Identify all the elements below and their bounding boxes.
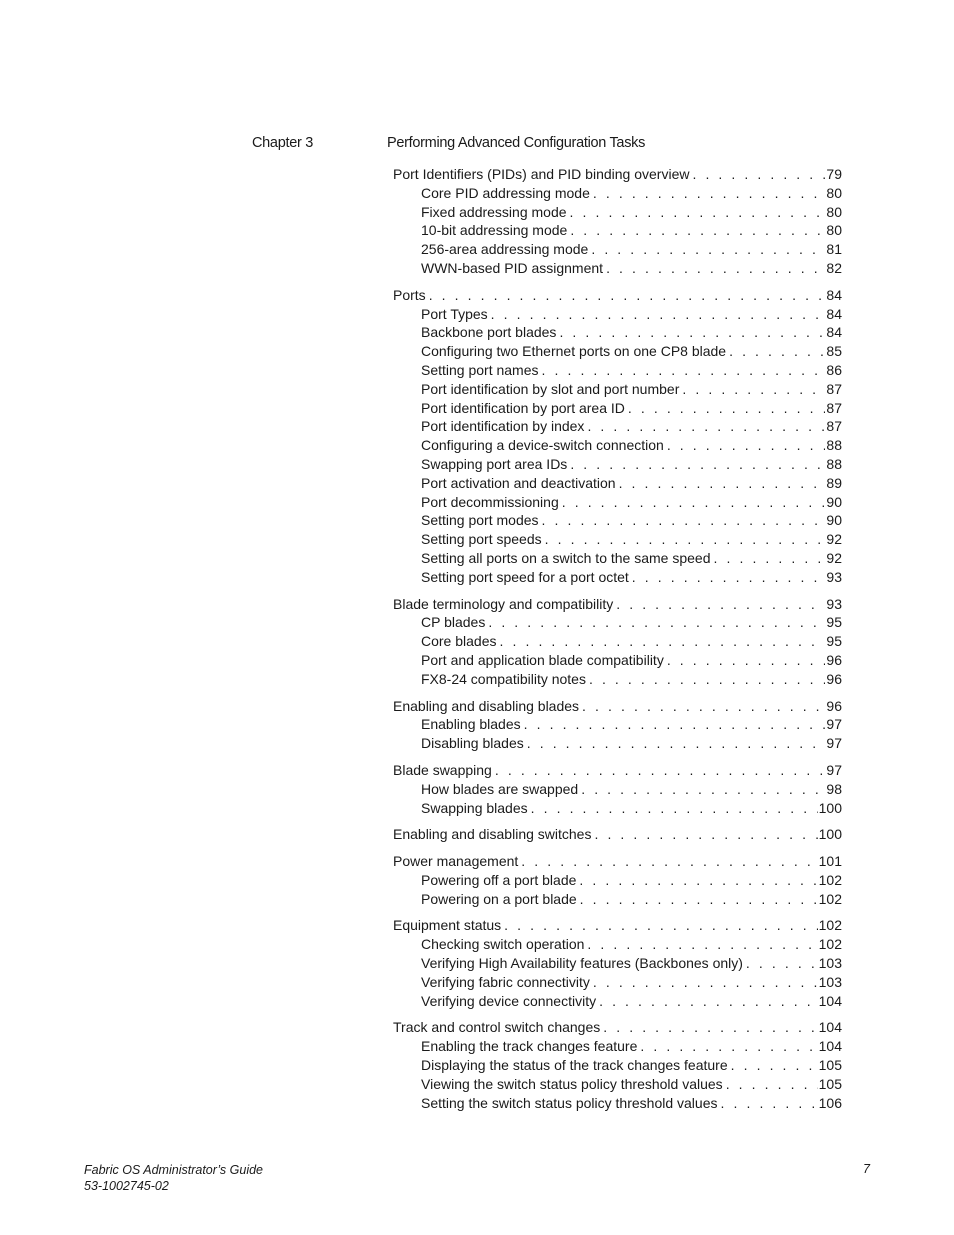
toc-entry-title: Port activation and deactivation — [421, 474, 616, 491]
toc-page-number: 80 — [826, 222, 842, 239]
toc-page-number: 88 — [826, 455, 842, 472]
toc-page-number: 105 — [818, 1057, 842, 1074]
toc-subentry[interactable] — [393, 361, 842, 380]
chapter-label: Chapter 3 — [252, 135, 313, 151]
toc-entry-title: Ports — [393, 286, 426, 303]
toc-entry-title: CP blades — [421, 614, 486, 631]
toc-page-number: 87 — [826, 380, 842, 397]
toc-page-number: 105 — [818, 1075, 842, 1092]
toc-dot-leader — [587, 417, 825, 436]
toc-group — [393, 916, 842, 1010]
toc-entry-title: Configuring a device-switch connection — [421, 437, 664, 454]
toc-dot-leader — [579, 871, 817, 890]
toc-entry-title: Backbone port blades — [421, 324, 557, 341]
toc-entry-title: Enabling and disabling switches — [393, 826, 592, 843]
toc-page-number: 96 — [826, 651, 842, 668]
toc-dot-leader — [591, 240, 825, 259]
toc-entry[interactable] — [393, 286, 842, 305]
toc-page-number: 106 — [818, 1094, 842, 1111]
toc-page-number: 90 — [826, 512, 842, 529]
toc-subentry[interactable] — [393, 511, 842, 530]
toc-entry-title: Swapping blades — [421, 799, 528, 816]
toc-dot-leader — [606, 259, 825, 278]
toc-group — [393, 286, 842, 587]
toc-subentry[interactable] — [393, 380, 842, 399]
toc-dot-leader — [429, 286, 826, 305]
toc-page-number: 80 — [826, 184, 842, 201]
toc-dot-leader — [628, 399, 826, 418]
toc-entry-title: Enabling the track changes feature — [421, 1038, 638, 1055]
toc-subentry[interactable] — [393, 474, 842, 493]
toc-dot-leader — [581, 780, 825, 799]
toc-entry-title: Setting port speed for a port octet — [421, 568, 629, 585]
toc-subentry[interactable] — [393, 342, 842, 361]
toc-entry-title: Configuring two Ethernet ports on one CP8 blade — [421, 343, 727, 360]
toc-dot-leader — [542, 511, 826, 530]
toc-entry-title: Setting the switch status policy threshold values — [421, 1094, 718, 1111]
toc-entry-title: Port identification by port area ID — [421, 399, 625, 416]
toc-subentry[interactable] — [393, 1037, 842, 1056]
toc-group — [393, 1018, 842, 1112]
toc-entry-title: Core PID addressing mode — [421, 184, 590, 201]
toc-dot-leader — [524, 715, 826, 734]
toc-entry[interactable] — [393, 165, 842, 184]
footer-book-title: Fabric OS Administrator’s Guide — [84, 1163, 263, 1177]
toc-dot-leader — [500, 632, 826, 651]
toc-dot-leader — [587, 935, 817, 954]
toc-page-number: 79 — [826, 166, 842, 182]
toc-entry-title: Port identification by index — [421, 418, 585, 435]
toc-dot-leader — [729, 342, 825, 361]
toc-subentry[interactable] — [393, 399, 842, 418]
toc-dot-leader — [746, 954, 818, 973]
toc-page-number: 86 — [826, 361, 842, 378]
toc-dot-leader — [714, 549, 826, 568]
toc-page-number: 95 — [826, 614, 842, 631]
toc-subentry[interactable] — [393, 992, 842, 1011]
toc-page-number: 95 — [826, 633, 842, 650]
toc-entry[interactable] — [393, 916, 842, 935]
toc-group — [393, 697, 842, 753]
toc-page-number: 102 — [818, 871, 842, 888]
toc-entry-title: 256-area addressing mode — [421, 241, 589, 258]
toc-subentry[interactable] — [393, 954, 842, 973]
toc-subentry[interactable] — [393, 651, 842, 670]
toc-dot-leader — [593, 184, 826, 203]
toc-page-number: 93 — [826, 568, 842, 585]
toc-entry-title: Setting all ports on a switch to the same speed — [421, 549, 711, 566]
toc-subentry[interactable] — [393, 1094, 842, 1113]
toc-entry-title: How blades are swapped — [421, 780, 579, 797]
toc-page-number: 104 — [818, 1038, 842, 1055]
toc-page-number: 84 — [826, 324, 842, 341]
toc-subentry[interactable] — [393, 890, 842, 909]
toc-page-number: 84 — [826, 305, 842, 322]
toc-dot-leader — [589, 670, 825, 689]
chapter-title: Performing Advanced Configuration Tasks — [387, 135, 646, 151]
toc-subentry[interactable] — [393, 613, 842, 632]
toc-dot-leader — [491, 305, 826, 324]
toc-subentry[interactable] — [393, 184, 842, 203]
toc-dot-leader — [531, 799, 818, 818]
toc-page-number: 100 — [818, 826, 842, 843]
toc-entry-title: Verifying fabric connectivity — [421, 973, 590, 990]
toc-subentry[interactable] — [393, 935, 842, 954]
toc-entry-title: Setting port modes — [421, 512, 539, 529]
toc-entry-title: Powering on a port blade — [421, 890, 577, 907]
toc-entry-title: Setting port names — [421, 361, 539, 378]
toc-dot-leader — [593, 973, 818, 992]
toc-page-number: 101 — [818, 853, 842, 870]
toc-dot-leader — [731, 1056, 818, 1075]
toc-subentry[interactable] — [393, 203, 842, 222]
toc-page-number: 88 — [826, 437, 842, 454]
toc-entry-title: Disabling blades — [421, 735, 524, 752]
toc-subentry[interactable] — [393, 734, 842, 753]
toc-page-number: 82 — [826, 259, 842, 276]
toc-subentry[interactable] — [393, 973, 842, 992]
toc-subentry[interactable] — [393, 632, 842, 651]
toc-page-number: 80 — [826, 203, 842, 220]
toc-page-number: 81 — [826, 241, 842, 258]
toc-entry-title: Enabling and disabling blades — [393, 697, 580, 714]
toc-dot-leader — [580, 890, 818, 909]
toc-dot-leader — [527, 734, 826, 753]
toc-dot-leader — [603, 1018, 817, 1037]
toc-subentry[interactable] — [393, 455, 842, 474]
toc-dot-leader — [616, 595, 825, 614]
toc-entry-title: 10-bit addressing mode — [421, 222, 568, 239]
toc-entry-title: WWN-based PID assignment — [421, 259, 604, 276]
toc-dot-leader — [545, 530, 826, 549]
toc-page-number: 84 — [826, 286, 842, 303]
toc-page-number: 103 — [818, 973, 842, 990]
toc-entry-title: Blade swapping — [393, 761, 492, 778]
toc-dot-leader — [562, 493, 826, 512]
toc-group — [393, 761, 842, 817]
toc-subentry[interactable] — [393, 568, 842, 587]
toc-page-number: 102 — [818, 936, 842, 953]
toc-entry-title: Setting port speeds — [421, 531, 542, 548]
toc-page-number: 93 — [826, 595, 842, 612]
toc-entry[interactable] — [393, 1018, 842, 1037]
toc-dot-leader — [640, 1037, 817, 1056]
toc-subentry[interactable] — [393, 493, 842, 512]
toc-dot-leader — [488, 613, 825, 632]
toc-subentry[interactable] — [393, 1056, 842, 1075]
toc-entry-title: Track and control switch changes — [393, 1019, 601, 1036]
toc-dot-leader — [504, 916, 817, 935]
toc-entry-title: Power management — [393, 853, 519, 870]
toc-dot-leader — [682, 380, 825, 399]
toc-subentry[interactable] — [393, 323, 842, 342]
toc-page-number: 89 — [826, 474, 842, 491]
toc-page-number: 102 — [818, 917, 842, 934]
toc-page-number: 85 — [826, 343, 842, 360]
toc-subentry[interactable] — [393, 799, 842, 818]
toc-page-number: 92 — [826, 531, 842, 548]
toc-subentry[interactable] — [393, 780, 842, 799]
toc-page-number: 104 — [818, 992, 842, 1009]
toc-entry-title: Blade terminology and compatibility — [393, 595, 614, 612]
toc-entry-title: Swapping port area IDs — [421, 455, 568, 472]
toc-dot-leader — [594, 825, 817, 844]
toc-page-number: 97 — [826, 735, 842, 752]
toc-entry-title: Core blades — [421, 633, 497, 650]
toc-entry-title: Port Identifiers (PIDs) and PID binding overview — [393, 166, 690, 182]
toc-page-number: 98 — [826, 780, 842, 797]
toc-dot-leader — [521, 852, 817, 871]
toc-entry[interactable] — [393, 852, 842, 871]
toc-entry-title: Verifying device connectivity — [421, 992, 597, 1009]
toc-page-number: 87 — [826, 418, 842, 435]
toc-page-number: 103 — [818, 955, 842, 972]
toc-subentry[interactable] — [393, 549, 842, 568]
toc-subentry[interactable] — [393, 417, 842, 436]
toc-page-number: 96 — [826, 697, 842, 714]
toc-dot-leader — [559, 323, 825, 342]
toc-group — [393, 852, 842, 908]
toc-dot-leader — [632, 568, 826, 587]
toc-entry-title: Equipment status — [393, 917, 502, 934]
toc-entry-title: Port Types — [421, 305, 488, 322]
footer-left — [84, 1162, 263, 1194]
toc-page-number: 90 — [826, 493, 842, 510]
toc-dot-leader — [619, 474, 826, 493]
toc-entry-title: Verifying High Availability features (Backbones only) — [421, 955, 743, 972]
toc-page-number: 104 — [818, 1019, 842, 1036]
toc-page-number: 87 — [826, 399, 842, 416]
toc-subentry[interactable] — [393, 259, 842, 278]
toc-dot-leader — [667, 436, 826, 455]
toc-page-number: 100 — [818, 799, 842, 816]
toc-subentry[interactable] — [393, 305, 842, 324]
toc-subentry[interactable] — [393, 670, 842, 689]
toc-dot-leader — [495, 761, 826, 780]
toc-entry-title: Displaying the status of the track changes feature — [421, 1057, 728, 1074]
toc-dot-leader — [542, 361, 826, 380]
toc-entry-title: Viewing the switch status policy threshold values — [421, 1075, 723, 1092]
toc-subentry[interactable] — [393, 871, 842, 890]
toc-page-number: 96 — [826, 670, 842, 687]
toc-subentry[interactable] — [393, 715, 842, 734]
table-of-contents — [393, 165, 842, 1120]
toc-subentry[interactable] — [393, 436, 842, 455]
toc-page-number: 97 — [826, 761, 842, 778]
toc-dot-leader — [667, 651, 826, 670]
toc-entry[interactable] — [393, 761, 842, 780]
footer-page-number: 7 — [863, 1162, 870, 1176]
toc-entry-title: Port decommissioning — [421, 493, 559, 510]
toc-group — [393, 595, 842, 689]
footer-doc-number: 53-1002745-02 — [84, 1179, 169, 1193]
toc-subentry[interactable] — [393, 221, 842, 240]
toc-entry-title: Checking switch operation — [421, 936, 585, 953]
toc-dot-leader — [692, 165, 825, 184]
toc-dot-leader — [570, 203, 826, 222]
toc-group — [393, 165, 842, 278]
toc-page-number: 102 — [818, 890, 842, 907]
toc-entry-title: FX8-24 compatibility notes — [421, 670, 586, 687]
toc-dot-leader — [582, 697, 825, 716]
toc-entry[interactable] — [393, 825, 842, 844]
toc-group — [393, 825, 842, 844]
toc-entry-title: Powering off a port blade — [421, 871, 577, 888]
toc-dot-leader — [721, 1094, 818, 1113]
toc-dot-leader — [726, 1075, 818, 1094]
toc-subentry[interactable] — [393, 1075, 842, 1094]
toc-dot-leader — [599, 992, 818, 1011]
toc-subentry[interactable] — [393, 240, 842, 259]
toc-entry[interactable] — [393, 697, 842, 716]
toc-entry-title: Enabling blades — [421, 716, 521, 733]
toc-entry[interactable] — [393, 595, 842, 614]
toc-entry-title: Port identification by slot and port number — [421, 380, 680, 397]
toc-subentry[interactable] — [393, 530, 842, 549]
toc-entry-title: Fixed addressing mode — [421, 203, 567, 220]
toc-entry-title: Port and application blade compatibility — [421, 651, 664, 668]
toc-page-number: 97 — [826, 716, 842, 733]
toc-page-number: 92 — [826, 549, 842, 566]
toc-dot-leader — [570, 455, 825, 474]
toc-dot-leader — [570, 221, 825, 240]
